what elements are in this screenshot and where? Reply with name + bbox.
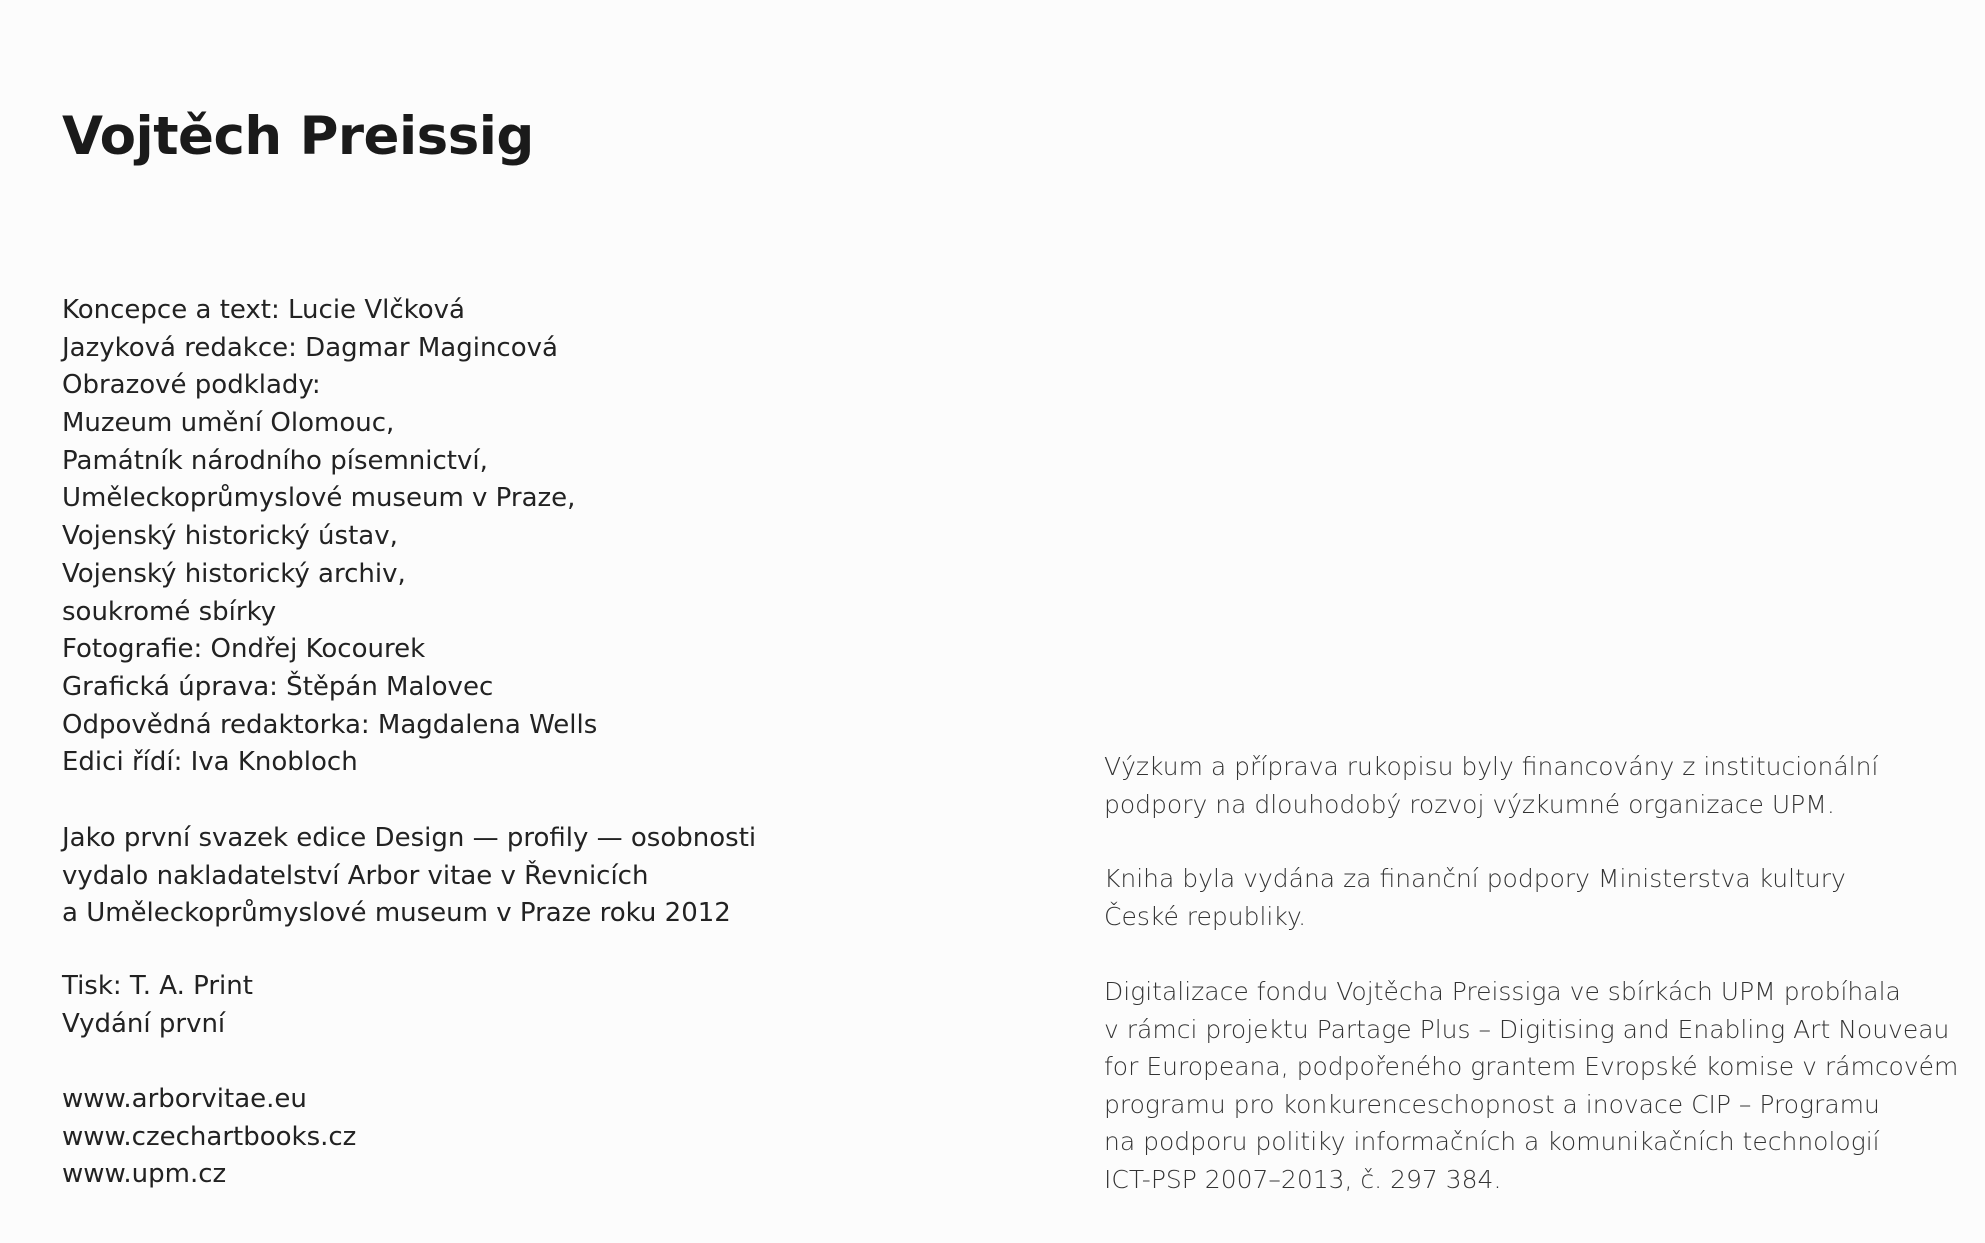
credit-line: soukromé sbírky — [62, 596, 277, 627]
book-title: Vojtěch Preissig — [62, 106, 534, 167]
print-block — [62, 968, 253, 1043]
digitization-line: for Europeana, podpořeného grantem Evropské komise v rámcovém — [1104, 1052, 1959, 1081]
website-link: www.upm.cz — [62, 1159, 227, 1190]
credits-block — [62, 292, 597, 782]
credit-line: Fotografie: Ondřej Kocourek — [62, 634, 426, 665]
website-link: www.arborvitae.eu — [62, 1084, 307, 1114]
ministry-note — [1104, 860, 1846, 935]
credit-line: Uměleckoprůmyslové museum v Praze, — [62, 483, 576, 514]
funding-note — [1104, 748, 1878, 823]
publisher-line: Jako první svazek edice Design — profily — osobnosti — [62, 823, 757, 853]
credit-line: Odpovědná redaktorka: Magdalena Wells — [62, 709, 598, 740]
digitization-line: programu pro konkurenceschopnost a inovace CIP – Programu — [1104, 1089, 1880, 1119]
edition-line: Vydání první — [62, 1008, 226, 1039]
credit-line: Vojenský historický ústav, — [62, 521, 398, 552]
digitization-line: ICT-PSP 2007–2013, č. 297 384. — [1104, 1164, 1502, 1194]
ministry-line: Kniha byla vydána za finanční podpory Ministerstva kultury — [1104, 864, 1846, 893]
credit-line: Památník národního písemnictví, — [62, 445, 488, 476]
publisher-line: a Uměleckoprůmyslové museum v Praze roku 2012 — [62, 898, 731, 929]
ministry-line: České republiky. — [1104, 901, 1307, 931]
credit-line: Obrazové podklady: — [62, 370, 321, 401]
links-block — [62, 1081, 356, 1194]
funding-line: Výzkum a příprava rukopisu byly financovány z institucionální — [1104, 752, 1879, 781]
credit-line: Jazyková redakce: Dagmar Magincová — [62, 332, 558, 363]
credit-line: Vojenský historický archiv, — [62, 558, 406, 589]
digitization-line: Digitalizace fondu Vojtěcha Preissiga ve sbírkách UPM probíhala — [1104, 977, 1901, 1006]
digitization-line: v rámci projektu Partage Plus – Digitising and Enabling Art Nouveau — [1104, 1014, 1950, 1044]
website-link: www.czechartbooks.cz — [62, 1121, 357, 1152]
funding-line: podpory na dlouhodobý rozvoj výzkumné organizace UPM. — [1104, 789, 1835, 819]
credit-line: Muzeum umění Olomouc, — [62, 408, 395, 439]
credit-line: Koncepce a text: Lucie Vlčková — [62, 295, 465, 325]
digitization-note — [1104, 973, 1958, 1198]
print-line: Tisk: T. A. Print — [62, 971, 253, 1001]
publisher-line: vydalo nakladatelství Arbor vitae v Řevnicích — [62, 860, 649, 891]
credit-line: Grafická úprava: Štěpán Malovec — [62, 671, 494, 702]
digitization-line: na podporu politiky informačních a komunikačních technologií — [1104, 1127, 1880, 1156]
publisher-block — [62, 820, 756, 933]
credit-line: Edici řídí: Iva Knobloch — [62, 747, 358, 778]
